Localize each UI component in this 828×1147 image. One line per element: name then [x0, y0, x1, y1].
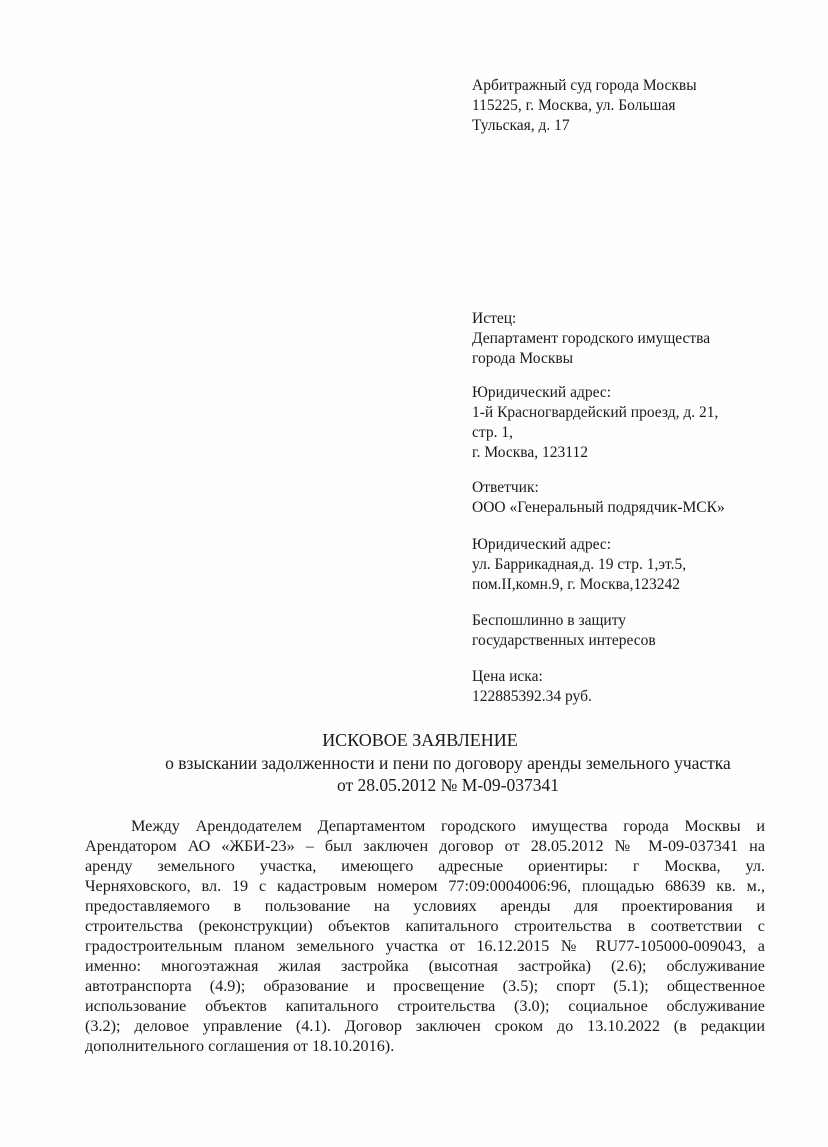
claim-price-block	[472, 667, 592, 707]
paragraph-line: строительства (реконструкции) объектов капитального строительства в соответствии с	[85, 917, 765, 935]
plaintiff-address-line: стр. 1,	[472, 424, 513, 441]
court-address-line: Тульская, д. 17	[472, 117, 570, 134]
paragraph-line: Между Арендодателем Департаментом городского имущества города Москвы и	[131, 817, 765, 835]
defendant-name: ООО «Генеральный подрядчик-МСК»	[472, 499, 725, 516]
claim-price-label: Цена иска:	[472, 668, 543, 685]
defendant-address-block	[472, 535, 686, 595]
defendant-label: Ответчик:	[472, 479, 539, 496]
paragraph-line: градостроительным планом земельного участка от 16.12.2015 № RU77-105000-009043, а	[85, 937, 765, 955]
body-paragraph	[85, 816, 765, 1056]
plaintiff-address-line: г. Москва, 123112	[472, 444, 588, 461]
court-name: Арбитражный суд города Москвы	[472, 77, 697, 94]
court-addressee	[472, 76, 697, 136]
defendant-address-line: пом.II,комн.9, г. Москва,123242	[472, 576, 680, 593]
paragraph-line: (3.2); деловое управление (4.1). Договор заключен сроком до 13.10.2022 (в редакции	[85, 1017, 765, 1035]
plaintiff-name: Департамент городского имущества	[472, 330, 711, 347]
plaintiff-address-block	[472, 383, 718, 463]
paragraph-line: использование объектов капитального строительства (3.0); социальное обслуживание	[85, 997, 765, 1015]
paragraph-line: именно: многоэтажная жилая застройка (высотная застройка) (2.6); обслуживание	[85, 957, 765, 975]
paragraph-line: автотранспорта (4.9); образование и просвещение (3.5); спорт (5.1); общественное	[85, 977, 765, 995]
paragraph-line: аренду земельного участка, имеющего адресные ориентиры: г Москва, ул.	[85, 857, 765, 875]
fee-note-line: государственных интересов	[472, 632, 656, 649]
paragraph-line: предоставляемого в пользование на условиях аренды для проектирования и	[85, 897, 765, 915]
paragraph-line: Арендатором АО «ЖБИ-23» – был заключен договор от 28.05.2012 № М-09-037341 на	[85, 837, 765, 855]
plaintiff-label: Истец:	[472, 310, 517, 327]
plaintiff-address-label: Юридический адрес:	[472, 384, 612, 401]
document-title: ИСКОВОЕ ЗАЯВЛЕНИЕ	[322, 730, 518, 750]
fee-note-line: Беспошлинно в защиту	[472, 612, 627, 629]
plaintiff-name: города Москвы	[472, 350, 574, 367]
defendant-block	[472, 478, 725, 518]
fee-note	[472, 611, 656, 651]
plaintiff-address-line: 1-й Красногвардейский проезд, д. 21,	[472, 404, 719, 421]
document-subtitle: от 28.05.2012 № М-09-037341	[337, 775, 559, 795]
paragraph-line: дополнительного соглашения от 18.10.2016).	[85, 1037, 395, 1055]
defendant-address-line: ул. Баррикадная,д. 19 стр. 1,эт.5,	[472, 556, 687, 573]
plaintiff-block	[472, 309, 710, 369]
defendant-address-label: Юридический адрес:	[472, 536, 612, 553]
claim-price-value: 122885392.34 руб.	[472, 688, 592, 705]
court-address-line: 115225, г. Москва, ул. Большая	[472, 97, 676, 114]
paragraph-line: Черняховского, вл. 19 с кадастровым номером 77:09:0004006:96, площадью 68639 кв. м.,	[85, 877, 765, 895]
document-subtitle: о взыскании задолженности и пени по договору аренды земельного участка	[165, 753, 731, 773]
